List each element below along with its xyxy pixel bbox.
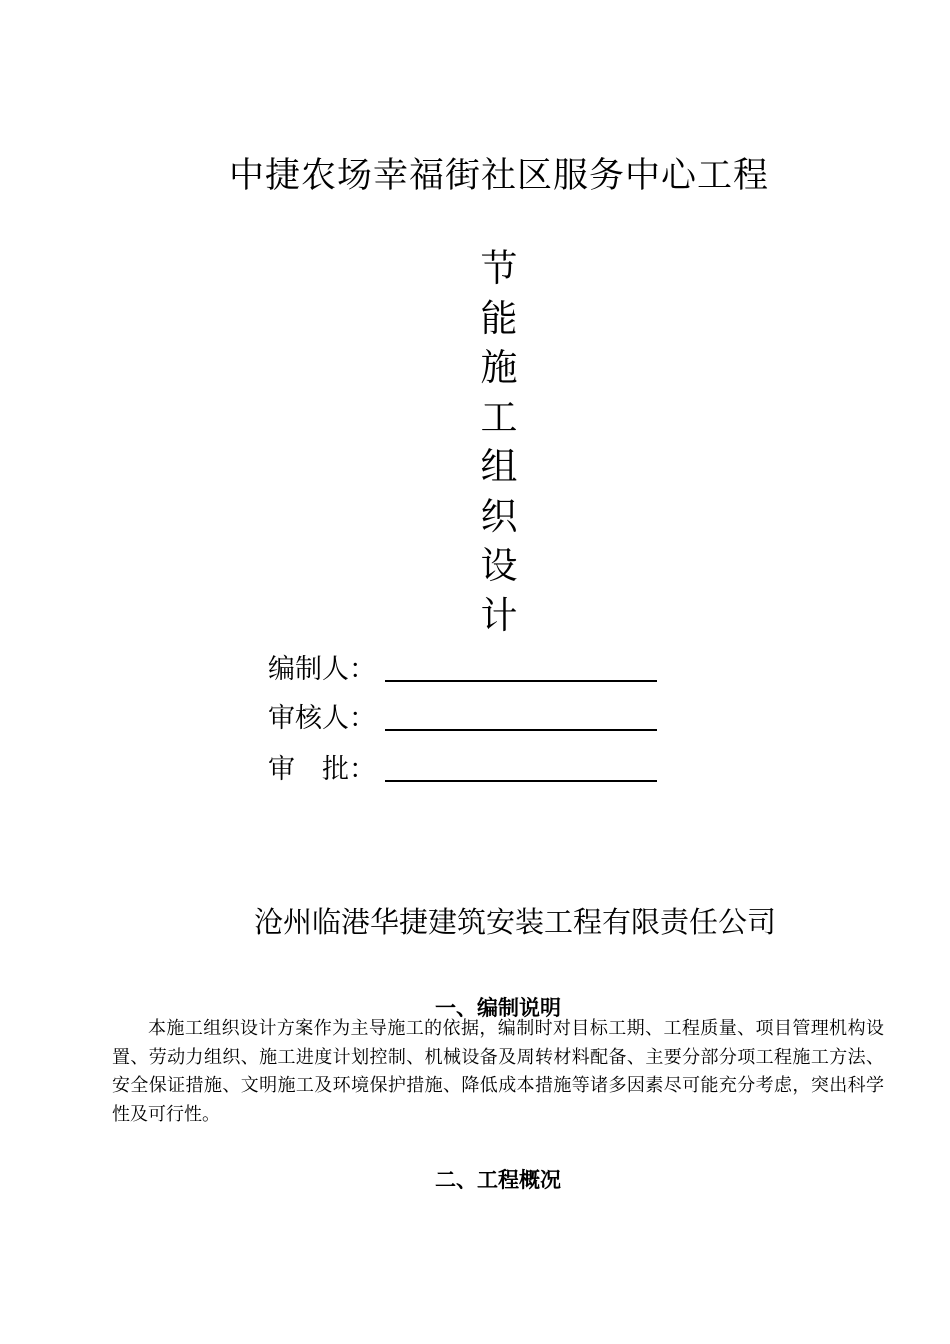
title-char: 施 bbox=[480, 346, 518, 389]
title-char: 节 bbox=[480, 247, 518, 290]
signature-line bbox=[385, 780, 657, 782]
approver-label: 审 批： bbox=[268, 754, 376, 785]
title-char: 设 bbox=[480, 544, 518, 587]
section-heading: 一、编制说明 bbox=[435, 995, 561, 1020]
signature-row-reviewer bbox=[268, 701, 383, 737]
signature-row-compiler bbox=[268, 652, 383, 688]
signature-line bbox=[385, 729, 657, 731]
title-char: 组 bbox=[480, 445, 518, 488]
section-heading: 二、工程概况 bbox=[435, 1167, 561, 1192]
body-paragraph: 本施工组织设计方案作为主导施工的依据，编制时对目标工期、工程质量、项目管理机构设置、劳动力组织、施工进度计划控制、机械设备及周转材料配备、主要分部分项工程施工方法、安全保证措施、文明施工及环境保护措施、降低成本措施等诸多因素尽可能充分考虑，突出科学性及可行性。 bbox=[112, 1018, 884, 1125]
company-name: 沧州临港华捷建筑安装工程有限责任公司 bbox=[253, 905, 776, 939]
title-char: 织 bbox=[480, 494, 518, 538]
document-title-vertical bbox=[474, 244, 524, 640]
title-char: 工 bbox=[480, 395, 518, 439]
signature-line bbox=[385, 680, 657, 682]
signature-row-approver bbox=[268, 752, 383, 788]
reviewer-label: 审核人： bbox=[268, 703, 376, 734]
title-char: 能 bbox=[480, 296, 518, 340]
project-title: 中捷农场幸福街社区服务中心工程 bbox=[228, 156, 769, 196]
title-char: 计 bbox=[480, 593, 518, 637]
compiler-label: 编制人： bbox=[268, 654, 376, 685]
